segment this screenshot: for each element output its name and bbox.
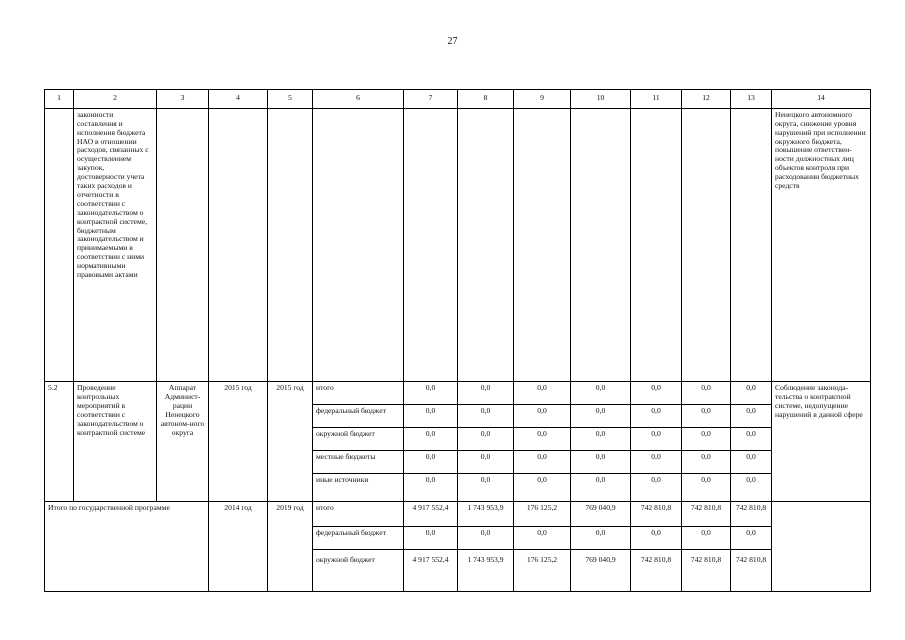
value-cell: 4 917 552,4 [404, 502, 458, 527]
value-cell: 742 810,8 [731, 502, 772, 527]
value-cell: 0,0 [571, 428, 631, 451]
col-number: 5 [268, 90, 313, 109]
cell-empty [731, 108, 772, 381]
cell-empty [313, 108, 404, 381]
value-cell: 0,0 [571, 382, 631, 405]
value-cell: 769 040,9 [571, 502, 631, 527]
funding-source: окружной бюджет [313, 550, 404, 592]
item-year-start: 2015 год [209, 382, 268, 502]
funding-source: иные источники [313, 474, 404, 502]
value-cell: 176 125,2 [514, 502, 571, 527]
funding-source: федеральный бюджет [313, 527, 404, 550]
cell-empty [209, 108, 268, 381]
value-cell: 0,0 [514, 428, 571, 451]
item-executor: Аппарат Админист-рации Ненецкого автоном-ного округа [157, 382, 209, 502]
cell-empty [268, 108, 313, 381]
col-number: 10 [571, 90, 631, 109]
value-cell: 0,0 [514, 405, 571, 428]
value-cell: 0,0 [682, 474, 731, 502]
item-result: Соблюдение законода-тельства о контрактной системе, недопущение нарушений в данной сфере [772, 382, 871, 502]
col-number: 7 [404, 90, 458, 109]
total-year-start: 2014 год [209, 502, 268, 592]
value-cell: 742 810,8 [731, 550, 772, 592]
value-cell: 0,0 [458, 474, 514, 502]
value-cell: 0,0 [404, 527, 458, 550]
continuation-result: Ненецкого автономного округа, снижение уровня нарушений при исполнении окружного бюджета, повышение ответствен-ности должностных лиц объектов контроля при расходовании бюджетных средств [772, 108, 871, 381]
col-number: 13 [731, 90, 772, 109]
value-cell: 0,0 [404, 451, 458, 474]
value-cell: 0,0 [514, 527, 571, 550]
column-number-row [45, 90, 871, 109]
col-number: 9 [514, 90, 571, 109]
value-cell: 0,0 [571, 474, 631, 502]
value-cell: 0,0 [571, 451, 631, 474]
col-number: 6 [313, 90, 404, 109]
value-cell: 1 743 953,9 [458, 550, 514, 592]
col-number: 2 [74, 90, 157, 109]
value-cell: 0,0 [631, 382, 682, 405]
table-row [45, 502, 871, 527]
value-cell: 0,0 [631, 527, 682, 550]
col-number: 1 [45, 90, 74, 109]
value-cell: 742 810,8 [631, 502, 682, 527]
funding-source: итого [313, 502, 404, 527]
value-cell: 0,0 [631, 428, 682, 451]
table-row [45, 382, 871, 405]
value-cell: 0,0 [731, 382, 772, 405]
cell-empty [157, 108, 209, 381]
value-cell: 0,0 [458, 527, 514, 550]
cell-empty [45, 108, 74, 381]
continuation-row [45, 108, 871, 381]
item-description: Проведение контрольных мероприятий в соответствии с законодательством о контрактной системе [74, 382, 157, 502]
value-cell: 0,0 [458, 451, 514, 474]
value-cell: 0,0 [682, 451, 731, 474]
col-number: 4 [209, 90, 268, 109]
value-cell: 0,0 [404, 382, 458, 405]
value-cell: 0,0 [731, 405, 772, 428]
item-year-end: 2015 год [268, 382, 313, 502]
value-cell: 742 810,8 [682, 550, 731, 592]
col-number: 3 [157, 90, 209, 109]
item-number: 5.2 [45, 382, 74, 502]
cell-empty [631, 108, 682, 381]
cell-empty [458, 108, 514, 381]
value-cell: 0,0 [731, 527, 772, 550]
value-cell: 0,0 [682, 382, 731, 405]
cell-empty [571, 108, 631, 381]
value-cell: 0,0 [731, 428, 772, 451]
value-cell: 176 125,2 [514, 550, 571, 592]
value-cell: 0,0 [631, 405, 682, 428]
value-cell: 742 810,8 [631, 550, 682, 592]
value-cell: 0,0 [458, 405, 514, 428]
col-number: 14 [772, 90, 871, 109]
value-cell: 0,0 [631, 451, 682, 474]
value-cell: 0,0 [404, 405, 458, 428]
value-cell: 0,0 [404, 428, 458, 451]
page-number: 27 [447, 36, 458, 47]
col-number: 11 [631, 90, 682, 109]
col-number: 8 [458, 90, 514, 109]
value-cell: 0,0 [514, 451, 571, 474]
total-year-end: 2019 год [268, 502, 313, 592]
total-label: Итого по государственной программе [45, 502, 209, 592]
value-cell: 0,0 [682, 428, 731, 451]
value-cell: 0,0 [458, 382, 514, 405]
program-table [44, 89, 871, 592]
funding-source: окружной бюджет [313, 428, 404, 451]
value-cell: 742 810,8 [682, 502, 731, 527]
value-cell: 0,0 [571, 527, 631, 550]
cell-empty [772, 502, 871, 592]
funding-source: местные бюджеты [313, 451, 404, 474]
value-cell: 0,0 [571, 405, 631, 428]
continuation-description: законности составления и исполнения бюджета НАО в отношении расходов, связанных с осуществлением закупок, достоверности учета таких расходов и отчетности в соответствии с законодательством о контрактной системе, бюджетным законодательством и принимаемыми в соответствии с ними нормативными правовыми актами [74, 108, 157, 381]
value-cell: 0,0 [404, 474, 458, 502]
funding-source: итого [313, 382, 404, 405]
value-cell: 769 040,9 [571, 550, 631, 592]
value-cell: 1 743 953,9 [458, 502, 514, 527]
col-number: 12 [682, 90, 731, 109]
cell-empty [682, 108, 731, 381]
value-cell: 0,0 [682, 527, 731, 550]
value-cell: 0,0 [731, 451, 772, 474]
value-cell: 0,0 [731, 474, 772, 502]
cell-empty [514, 108, 571, 381]
cell-empty [404, 108, 458, 381]
value-cell: 0,0 [514, 474, 571, 502]
value-cell: 0,0 [631, 474, 682, 502]
value-cell: 0,0 [682, 405, 731, 428]
value-cell: 0,0 [514, 382, 571, 405]
funding-source: федеральный бюджет [313, 405, 404, 428]
value-cell: 4 917 552,4 [404, 550, 458, 592]
value-cell: 0,0 [458, 428, 514, 451]
